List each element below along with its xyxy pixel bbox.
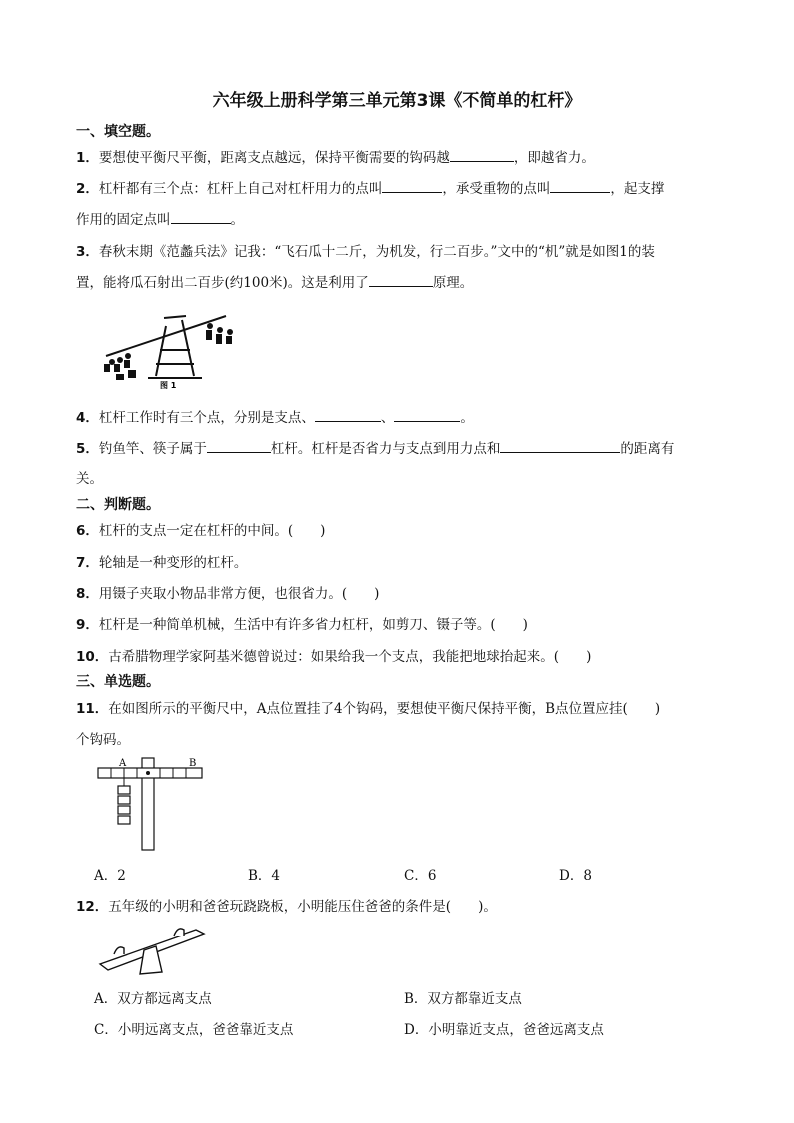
option-a[interactable]: A．2 (94, 868, 126, 884)
point-b-label: B (189, 758, 197, 769)
question-3-cont (76, 271, 473, 291)
page-title: 六年级上册科学第三单元第3课《不简单的杠杆》 (212, 91, 582, 111)
answer-blank[interactable] (207, 438, 271, 453)
answer-blank[interactable] (382, 178, 442, 193)
question-number: 10． (76, 649, 109, 665)
option-a[interactable]: A．双方都远离支点 (94, 991, 212, 1007)
answer-blank[interactable] (450, 147, 514, 162)
question-8 (76, 582, 379, 602)
question-text: 置，能将瓜石射出二百步(约100米)。这是利用了 (76, 275, 369, 291)
question-4 (76, 406, 474, 426)
question-number: 4． (76, 410, 99, 426)
question-text: 要想使平衡尺平衡，距离支点越远，保持平衡需要的钩码越 (98, 150, 450, 166)
question-5 (76, 437, 674, 457)
question-text: 。 (460, 410, 474, 426)
question-11-cont (76, 728, 130, 748)
question-text: 用镊子夹取小物品非常方便，也很省力。( ) (98, 586, 380, 602)
question-6 (76, 519, 325, 539)
question-text: 轮轴是一种变形的杠杆。 (98, 555, 248, 571)
question-number: 1． (76, 150, 99, 166)
question-3 (76, 240, 655, 260)
answer-blank[interactable] (369, 272, 433, 287)
question-text: 的距离有 (620, 441, 675, 457)
option-c[interactable]: C．小明远离支点，爸爸靠近支点 (94, 1022, 294, 1038)
question-text: ，即越省力。 (513, 150, 595, 166)
question-text: 杠杆的支点一定在杠杆的中间。( ) (98, 523, 326, 539)
answer-blank[interactable] (500, 438, 620, 453)
question-2-cont (76, 208, 244, 228)
question-text: 杠杆。杠杆是否省力与支点到用力点和 (270, 441, 501, 457)
question-number: 7． (76, 555, 99, 571)
question-text: 、 (380, 410, 395, 426)
question-text: 原理。 (432, 275, 474, 291)
question-text: 春秋末期《范蠡兵法》记我：“飞石瓜十二斤，为机发，行二百步。”文中的“机”就是如图1的装 (98, 244, 655, 260)
question-number: 2． (76, 181, 99, 197)
answer-blank[interactable] (550, 178, 610, 193)
section-true-false: 二、判断题。 (76, 497, 160, 513)
option-c[interactable]: C．6 (404, 868, 437, 884)
question-7 (76, 551, 247, 571)
catapult-figure (98, 298, 238, 390)
question-text: 在如图所示的平衡尺中，A点位置挂了4个钩码，要想使平衡尺保持平衡，B点位置应挂( ) (108, 701, 661, 717)
option-b[interactable]: B．4 (248, 868, 281, 884)
section-single-choice: 三、单选题。 (76, 674, 160, 690)
question-text: 杠杆是一种简单机械，生活中有许多省力杠杆，如剪刀、镊子等。( ) (98, 617, 528, 633)
question-number: 9． (76, 617, 99, 633)
question-12 (76, 895, 497, 915)
section-fill-in: 一、填空题。 (76, 124, 160, 140)
answer-blank[interactable] (315, 407, 381, 422)
seesaw-figure (96, 920, 208, 978)
option-b[interactable]: B．双方都靠近支点 (404, 991, 522, 1007)
option-d[interactable]: D．小明靠近支点，爸爸远离支点 (404, 1022, 604, 1038)
question-number: 6． (76, 523, 99, 539)
question-11 (76, 697, 660, 717)
figure-caption: 图 1 (160, 381, 177, 390)
question-text: 杠杆工作时有三个点，分别是支点、 (98, 410, 315, 426)
question-text: ，起支撑 (610, 181, 665, 197)
point-a-label: A (119, 758, 127, 769)
question-1 (76, 146, 595, 166)
question-number: 5． (76, 441, 99, 457)
question-2 (76, 177, 664, 197)
question-text: 五年级的小明和爸爸玩跷跷板，小明能压住爸爸的条件是( )。 (108, 899, 497, 915)
question-number: 3． (76, 244, 99, 260)
question-text: 古希腊物理学家阿基米德曾说过：如果给我一个支点，我能把地球抬起来。( ) (108, 649, 592, 665)
question-text: 作用的固定点叫 (76, 212, 171, 228)
question-number: 11． (76, 701, 109, 717)
option-d[interactable]: D．8 (559, 868, 592, 884)
question-10 (76, 645, 591, 665)
question-text: 钓鱼竿、筷子属于 (98, 441, 207, 457)
question-9 (76, 613, 528, 633)
question-text: 关。 (76, 471, 103, 487)
question-number: 8． (76, 586, 99, 602)
answer-blank[interactable] (171, 209, 231, 224)
question-text: 个钩码。 (76, 732, 130, 748)
question-text: ，承受重物的点叫 (442, 181, 551, 197)
question-5-cont (76, 467, 103, 487)
balance-ruler-figure (94, 754, 206, 854)
question-text: 杠杆都有三个点：杠杆上自己对杠杆用力的点叫 (98, 181, 383, 197)
question-text: 。 (230, 212, 244, 228)
fulcrum-dot (146, 771, 150, 775)
question-number: 12． (76, 899, 109, 915)
answer-blank[interactable] (394, 407, 460, 422)
